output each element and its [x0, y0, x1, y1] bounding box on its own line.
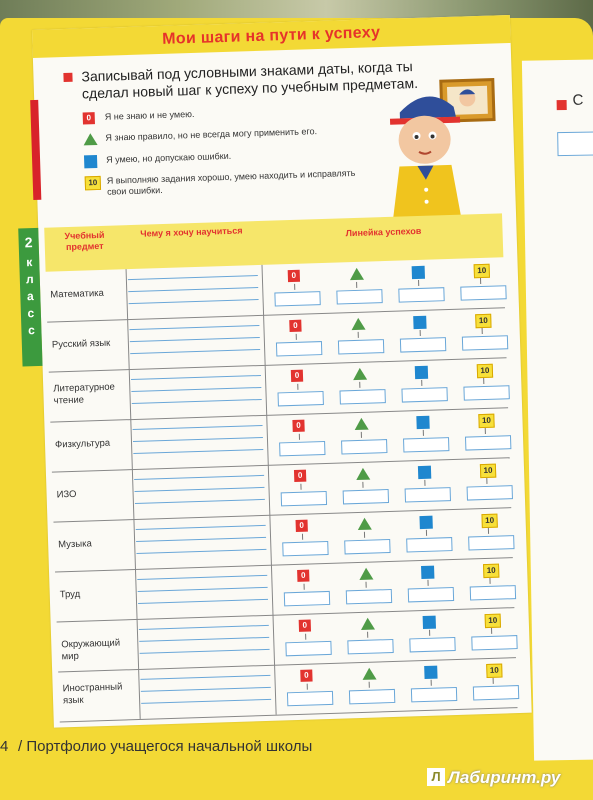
connector-line — [427, 580, 428, 586]
writing-line[interactable] — [135, 487, 265, 492]
ten-mark-icon: 10 — [474, 264, 490, 278]
subject-name: Музыка — [58, 538, 92, 551]
page-title: Мои шаги на пути к успеху — [162, 24, 381, 48]
date-input-box[interactable] — [460, 285, 506, 300]
writing-line[interactable] — [138, 599, 268, 604]
date-input-box[interactable] — [349, 689, 395, 704]
blue-square-icon — [421, 566, 434, 579]
date-input-box[interactable] — [398, 287, 444, 302]
header-subject: Учебный предмет — [64, 229, 105, 253]
date-input-box[interactable] — [409, 637, 455, 652]
connector-line — [304, 584, 305, 590]
next-page-box — [557, 131, 593, 156]
brand-logo-icon: Л — [427, 768, 445, 786]
header-learn: Чему я хочу научиться — [140, 225, 243, 239]
subject-name: Литературное чтение — [53, 381, 116, 407]
legend-label: Я умею, но допускаю ошибки. — [105, 150, 232, 165]
zero-mark-icon: 0 — [297, 570, 309, 582]
date-input-box[interactable] — [343, 489, 389, 504]
connector-line — [429, 630, 430, 636]
legend-item-zero — [83, 108, 195, 124]
date-input-box[interactable] — [285, 641, 331, 656]
instruction-text: Записывай под условными знаками даты, когда ты сделал новый шаг к успеху по учебным предметам. — [81, 58, 419, 102]
writing-line[interactable] — [129, 325, 259, 330]
triangle-icon — [83, 133, 97, 145]
triangle-icon — [350, 268, 364, 280]
writing-line[interactable] — [133, 437, 263, 442]
class-word: к л а с с — [25, 255, 35, 338]
connector-line — [369, 682, 370, 688]
writing-line[interactable] — [136, 549, 266, 554]
blue-square-icon — [416, 416, 429, 429]
ten-mark-icon: 10 — [481, 514, 497, 528]
date-input-box[interactable] — [406, 537, 452, 552]
zero-mark-icon: 0 — [288, 270, 300, 282]
writing-line[interactable] — [141, 699, 271, 704]
writing-line[interactable] — [141, 687, 271, 692]
date-input-box[interactable] — [467, 485, 513, 500]
writing-line[interactable] — [136, 525, 266, 530]
triangle-icon — [361, 618, 375, 630]
page-footer — [0, 732, 593, 787]
writing-line[interactable] — [138, 587, 268, 592]
footer-text: / Портфолио учащегося начальной школы — [18, 738, 313, 755]
connector-line — [482, 328, 483, 334]
legend-item-triangle — [83, 126, 318, 147]
connector-line — [423, 430, 424, 436]
triangle-icon — [359, 568, 373, 580]
date-input-box[interactable] — [347, 639, 393, 654]
triangle-icon — [354, 418, 368, 430]
ten-mark-icon: 10 — [485, 614, 501, 628]
legend-label: Я знаю правило, но не всегда могу применить его. — [105, 126, 318, 143]
writing-line[interactable] — [133, 449, 263, 454]
writing-line[interactable] — [131, 387, 261, 392]
writing-line[interactable] — [140, 649, 270, 654]
connector-line — [431, 680, 432, 686]
connector-line — [488, 528, 489, 534]
connector-line — [296, 334, 297, 340]
next-page — [522, 59, 593, 760]
blue-square-icon — [418, 466, 431, 479]
connector-line — [299, 434, 300, 440]
writing-line[interactable] — [134, 475, 264, 480]
blue-square-icon — [84, 155, 97, 168]
date-input-box[interactable] — [287, 691, 333, 706]
date-input-box[interactable] — [471, 635, 517, 650]
date-input-box[interactable] — [473, 685, 519, 700]
subject-name: Окружающий мир — [61, 637, 121, 663]
subject-name: Русский язык — [51, 337, 111, 351]
connector-line — [305, 634, 306, 640]
date-input-box[interactable] — [339, 389, 385, 404]
date-input-box[interactable] — [463, 385, 509, 400]
writing-line[interactable] — [139, 637, 269, 642]
connector-line — [359, 382, 360, 388]
date-input-box[interactable] — [462, 335, 508, 350]
legend-label: Я выполняю задания хорошо, умею находить и исправлять свои ошибки. — [106, 167, 356, 197]
writing-line[interactable] — [133, 425, 263, 430]
date-input-box[interactable] — [468, 535, 514, 550]
subject-name: Математика — [50, 287, 105, 301]
connector-line — [367, 632, 368, 638]
writing-line[interactable] — [132, 399, 262, 404]
zero-mark-icon: 0 — [292, 420, 304, 432]
connector-line — [493, 678, 494, 684]
subject-name: Иностранный язык — [62, 681, 123, 707]
writing-line[interactable] — [130, 349, 260, 354]
boy-illustration — [379, 75, 504, 229]
blue-square-icon — [424, 666, 437, 679]
ten-mark-icon: 10 — [478, 414, 494, 428]
date-input-box[interactable] — [279, 441, 325, 456]
triangle-icon — [357, 518, 371, 530]
connector-line — [300, 484, 301, 490]
zero-mark-icon: 0 — [299, 620, 311, 632]
triangle-icon — [351, 318, 365, 330]
legend-label: Я не знаю и не умею. — [104, 108, 195, 122]
date-input-box[interactable] — [282, 541, 328, 556]
connector-line — [485, 428, 486, 434]
connector-line — [426, 530, 427, 536]
next-page-letter: С — [572, 91, 584, 109]
connector-line — [362, 482, 363, 488]
writing-line[interactable] — [140, 675, 270, 680]
page-number: 4 — [0, 738, 9, 755]
connector-line — [365, 582, 366, 588]
triangle-icon — [362, 668, 376, 680]
connector-line — [480, 278, 481, 284]
brand-watermark: Лабиринт.ру — [448, 768, 561, 787]
class-number: 2 — [24, 234, 33, 251]
workbook-page — [24, 15, 532, 728]
writing-line[interactable] — [139, 625, 269, 630]
date-input-box[interactable] — [344, 539, 390, 554]
zero-mark-icon: 0 — [300, 670, 312, 682]
blue-square-icon — [419, 516, 432, 529]
zero-mark-icon: 0 — [289, 320, 301, 332]
ten-mark-icon: 10 — [483, 564, 499, 578]
date-input-box[interactable] — [278, 391, 324, 406]
triangle-icon — [356, 468, 370, 480]
writing-line[interactable] — [128, 287, 258, 292]
connector-line — [424, 480, 425, 486]
connector-line — [307, 684, 308, 690]
connector-line — [420, 330, 421, 336]
date-input-box[interactable] — [405, 487, 451, 502]
red-bullet-icon — [557, 100, 567, 110]
writing-line[interactable] — [128, 275, 258, 280]
header-progress: Линейка успехов — [345, 225, 422, 239]
connector-line — [483, 378, 484, 384]
blue-square-icon — [413, 316, 426, 329]
connector-line — [418, 280, 419, 286]
date-input-box[interactable] — [465, 435, 511, 450]
writing-line[interactable] — [136, 537, 266, 542]
date-input-box[interactable] — [401, 387, 447, 402]
connector-line — [421, 380, 422, 386]
zero-mark-icon: 0 — [296, 520, 308, 532]
subject-name: Труд — [59, 588, 81, 601]
date-input-box[interactable] — [400, 337, 446, 352]
triangle-icon — [353, 368, 367, 380]
writing-line[interactable] — [130, 337, 260, 342]
class-label — [18, 228, 42, 367]
blue-square-icon — [415, 366, 428, 379]
zero-mark-icon: 0 — [294, 470, 306, 482]
subject-name: Физкультура — [54, 437, 111, 451]
connector-line — [486, 478, 487, 484]
subject-name: ИЗО — [56, 488, 77, 501]
connector-line — [302, 534, 303, 540]
ten-mark-icon: 10 — [85, 176, 101, 190]
date-input-box[interactable] — [408, 587, 454, 602]
writing-line[interactable] — [135, 499, 265, 504]
blue-square-icon — [423, 616, 436, 629]
connector-line — [358, 332, 359, 338]
date-input-box[interactable] — [341, 439, 387, 454]
date-input-box[interactable] — [281, 491, 327, 506]
connector-line — [489, 578, 490, 584]
connector-line — [361, 432, 362, 438]
ten-mark-icon: 10 — [475, 314, 491, 328]
zero-mark-icon: 0 — [83, 112, 95, 124]
legend-item-ten — [85, 167, 356, 197]
ten-mark-icon: 10 — [486, 664, 502, 678]
date-input-box[interactable] — [274, 291, 320, 306]
writing-line[interactable] — [129, 299, 259, 304]
connector-line — [297, 384, 298, 390]
blue-square-icon — [412, 266, 425, 279]
connector-line — [364, 532, 365, 538]
ten-mark-icon: 10 — [480, 464, 496, 478]
zero-mark-icon: 0 — [291, 370, 303, 382]
writing-line[interactable] — [131, 375, 261, 380]
date-input-box[interactable] — [403, 437, 449, 452]
date-input-box[interactable] — [411, 687, 457, 702]
date-input-box[interactable] — [276, 341, 322, 356]
red-bullet-icon — [63, 73, 72, 82]
date-input-box[interactable] — [284, 591, 330, 606]
writing-line[interactable] — [137, 575, 267, 580]
date-input-box[interactable] — [346, 589, 392, 604]
progress-table — [46, 257, 518, 726]
connector-line — [491, 628, 492, 634]
legend-item-square — [84, 150, 232, 170]
date-input-box[interactable] — [336, 289, 382, 304]
ten-mark-icon: 10 — [477, 364, 493, 378]
date-input-box[interactable] — [470, 585, 516, 600]
connector-line — [356, 282, 357, 288]
connector-line — [294, 284, 295, 290]
date-input-box[interactable] — [338, 339, 384, 354]
